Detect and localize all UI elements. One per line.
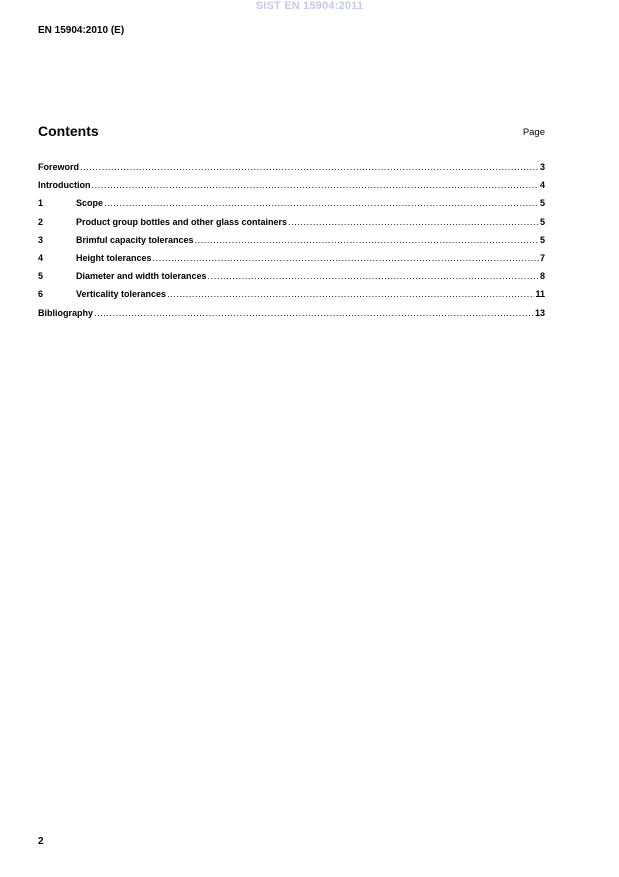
toc-entry-title: Foreword [38,162,80,172]
toc-entry-page: 11 [535,289,545,300]
toc-entry-scope[interactable] [38,197,545,215]
toc-entry-page: 5 [539,216,545,227]
toc-entry-verticality[interactable] [38,288,545,306]
toc-entry-title: Verticality tolerances [76,289,167,300]
toc-entry-page: 7 [539,252,545,263]
toc-entry-number: 1 [38,198,44,209]
toc-entry-bibliography[interactable] [38,307,545,325]
toc-dot-leader [153,252,539,264]
toc-entry-title: Introduction [38,180,91,191]
toc-dot-leader [195,234,539,246]
toc-entry-page: 13 [534,307,545,318]
toc-dot-leader [167,288,534,300]
toc-entry-page: 5 [539,198,545,209]
toc-dot-leader [104,197,539,209]
toc-entry-brimful-capacity[interactable] [38,234,545,252]
toc-entry-number: 4 [38,252,44,263]
toc-entry-title: Scope [76,198,104,209]
watermark-text: SIST EN 15904:2011 [255,0,364,12]
toc-entry-diameter-width[interactable] [38,270,545,288]
toc-entry-number: 5 [38,271,44,282]
toc-dot-leader [94,307,534,319]
toc-entry-number: 3 [38,234,44,245]
toc-entry-number: 6 [38,289,44,300]
toc-dot-leader [92,179,539,191]
toc-entry-title: Brimful capacity tolerances [76,234,194,245]
toc-entry-height[interactable] [38,252,545,270]
toc-entry-introduction[interactable] [38,179,545,197]
toc-dot-leader [208,270,539,282]
toc-entry-foreword[interactable] [38,161,545,179]
toc-entry-title: Bibliography [38,307,94,318]
page-column-heading: Page [522,127,545,138]
contents-heading: Contents [38,123,99,139]
toc-dot-leader [80,161,539,173]
toc-entry-number: 2 [38,216,44,227]
page-number: 2 [38,836,44,847]
document-id: EN 15904:2010 (E) [38,25,125,36]
toc-dot-leader [288,216,539,228]
toc-entry-page: 3 [539,162,545,172]
toc-entry-product-group[interactable] [38,216,545,234]
toc-entry-page: 4 [539,180,545,191]
table-of-contents [38,161,545,325]
toc-entry-page: 5 [539,234,545,245]
toc-entry-page: 8 [539,271,545,282]
toc-entry-title: Height tolerances [76,252,152,263]
toc-entry-title: Product group bottles and other glass containers [76,216,288,227]
toc-entry-title: Diameter and width tolerances [76,271,207,282]
